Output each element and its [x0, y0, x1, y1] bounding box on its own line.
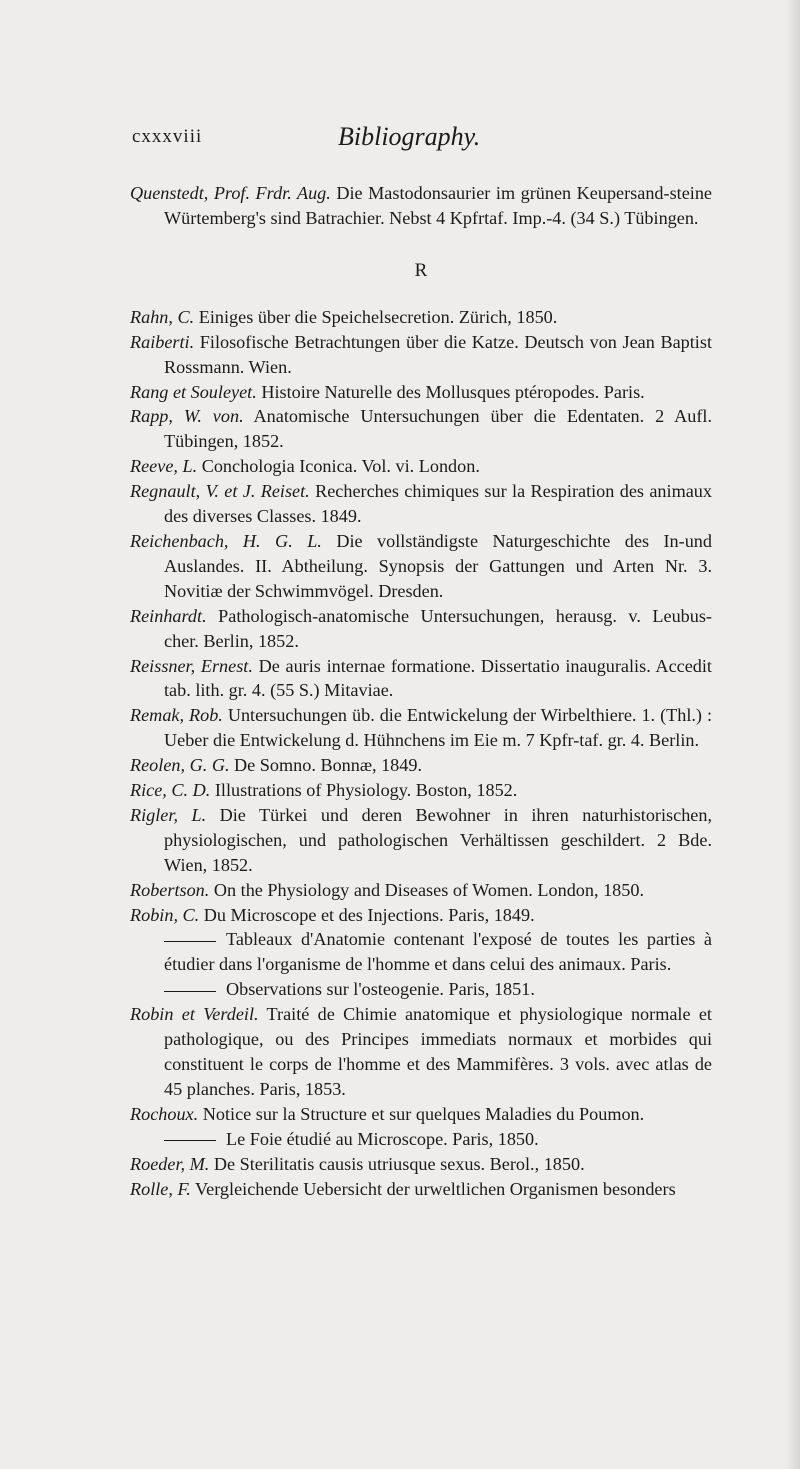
entry-text: Tableaux d'Anatomie contenant l'exposé de toutes les parties à étudier dans l'organisme de l'homme et dans celui des animaux. Paris.	[164, 929, 712, 975]
entry-text: Conchologia Iconica. Vol. vi. London.	[197, 456, 480, 477]
entry-author: Raiberti.	[130, 331, 195, 352]
entry-author: Regnault, V. et J. Reiset.	[130, 481, 310, 502]
bibliography-entry	[130, 654, 712, 704]
entry-text: Recherches chimiques sur la Respiration des animaux des diverses Classes. 1849.	[164, 481, 712, 527]
entry-text: Observations sur l'osteogenie. Paris, 1851.	[226, 979, 535, 1000]
entry-author: Rice, C. D.	[130, 780, 211, 801]
entry-author: Rolle, F.	[130, 1178, 191, 1199]
entry-author: Robin, C.	[130, 904, 200, 925]
page-number: cxxxviii	[132, 126, 203, 147]
bibliography-entry	[130, 1102, 712, 1127]
page-edge-shadow	[786, 0, 800, 1469]
entry-author: Reolen, G. G.	[130, 755, 230, 776]
entry-author: Reinhardt.	[130, 605, 207, 626]
entry-text: Untersuchungen üb. die Entwickelung der Wirbelthiere. 1. (Thl.) : Ueber die Entwickelung d. Hühnchens im Eie m. 7 Kpfr-taf. gr. 4. Berlin.	[164, 705, 713, 751]
bibliography-entry	[130, 903, 712, 928]
entry-text: Die Türkei und deren Bewohner in ihren naturhistorischen, physiologischen, und pathologischen Verhältissen geschildert. 2 Bde. Wien, 1852.	[164, 804, 713, 875]
entry-text: Illustrations of Physiology. Boston, 1852.	[210, 780, 518, 801]
entry-author: Reichenbach, H. G. L.	[130, 530, 322, 551]
ditto-dash	[164, 941, 216, 942]
bibliography-entry	[130, 927, 712, 977]
ditto-dash	[164, 991, 216, 992]
entry-author: Remak, Rob.	[130, 705, 223, 726]
entry-text: Pathologisch-anatomische Untersuchungen, herausg. v. Leubus-cher. Berlin, 1852.	[164, 605, 712, 651]
entry-author: Rahn, C.	[130, 306, 195, 327]
entry-author: Rigler, L.	[130, 804, 207, 825]
entry-text: Du Microscope et des Injections. Paris, 1849.	[199, 904, 535, 925]
bibliography-entry	[130, 404, 712, 454]
entry-text: Einiges über die Speichelsecretion. Zürich, 1850.	[194, 306, 558, 327]
bibliography-entry	[130, 1177, 712, 1202]
bibliography-entry	[130, 753, 712, 778]
bibliography-entry	[130, 479, 712, 529]
bibliography-entry	[130, 878, 712, 903]
page-header	[0, 122, 800, 158]
bibliography-entry	[130, 181, 712, 231]
bibliography-entry	[130, 1152, 712, 1177]
bibliography-entry	[130, 305, 712, 330]
entry-author: Quenstedt, Prof. Frdr. Aug.	[130, 183, 331, 203]
entry-text: Vergleichende Uebersicht der urweltlichen Organismen besonders	[190, 1178, 676, 1199]
entry-author: Roeder, M.	[130, 1153, 210, 1174]
bibliography-entry	[130, 454, 712, 479]
entry-author: Rapp, W. von.	[130, 406, 244, 427]
section-letter: R	[414, 259, 428, 281]
entry-list	[130, 305, 712, 1202]
bibliography-list	[130, 181, 712, 1201]
entry-text: De auris internae formatione. Dissertatio inauguralis. Accedit tab. lith. gr. 4. (55 S.) Mitaviae.	[164, 655, 712, 701]
bibliography-entry	[130, 1002, 712, 1102]
entry-text: De Sterilitatis causis utriusque sexus. Berol., 1850.	[209, 1153, 585, 1174]
bibliography-entry	[130, 604, 712, 654]
entry-author: Reissner, Ernest.	[130, 655, 253, 676]
entry-text: Le Foie étudié au Microscope. Paris, 1850.	[226, 1128, 539, 1149]
bibliography-entry	[130, 778, 712, 803]
entry-text: De Somno. Bonnæ, 1849.	[229, 755, 422, 776]
entry-author: Reeve, L.	[130, 456, 198, 477]
entry-text: Histoire Naturelle des Mollusques ptéropodes. Paris.	[256, 381, 645, 402]
entry-text: Anatomische Untersuchungen über die Edentaten. 2 Aufl. Tübingen, 1852.	[164, 406, 712, 452]
bibliography-entry	[130, 977, 712, 1002]
entry-text: Traité de Chimie anatomique et physiologique normale et pathologique, ou des Principes immediats normaux et morbides qui constituent le corps de l'homme et des Mammifères. 3 vols. avec atlas de 45 planches. Paris, 1853.	[164, 1004, 712, 1099]
bibliography-entry	[130, 330, 712, 380]
ditto-dash	[164, 1140, 216, 1141]
bibliography-entry	[130, 380, 712, 405]
entry-author: Rochoux.	[130, 1103, 199, 1124]
entry-author: Robin et Verdeil.	[130, 1004, 259, 1025]
entry-text: Die vollständigste Naturgeschichte des In-und Auslandes. II. Abtheilung. Synopsis der Gattungen und Arten Nr. 3. Novitiæ der Schwimmvögel. Dresden.	[164, 530, 712, 601]
running-title: Bibliography.	[338, 122, 481, 151]
entry-text: On the Physiology and Diseases of Women. London, 1850.	[209, 879, 644, 900]
bibliography-entry	[130, 803, 712, 878]
entry-text: Filosofische Betrachtungen über die Katze. Deutsch von Jean Baptist Rossmann. Wien.	[164, 331, 712, 377]
bibliography-entry	[130, 1127, 712, 1152]
entry-text: Notice sur la Structure et sur quelques Maladies du Poumon.	[198, 1103, 645, 1124]
bibliography-entry	[130, 703, 712, 753]
entry-author: Rang et Souleyet.	[130, 381, 257, 402]
entry-text: Die Mastodonsaurier im grünen Keupersand-steine Würtemberg's sind Batrachier. Nebst 4 Kpfrtaf. Imp.-4. (34 S.) Tübingen.	[164, 183, 712, 228]
entry-author: Robertson.	[130, 879, 210, 900]
bibliography-entry	[130, 529, 712, 604]
